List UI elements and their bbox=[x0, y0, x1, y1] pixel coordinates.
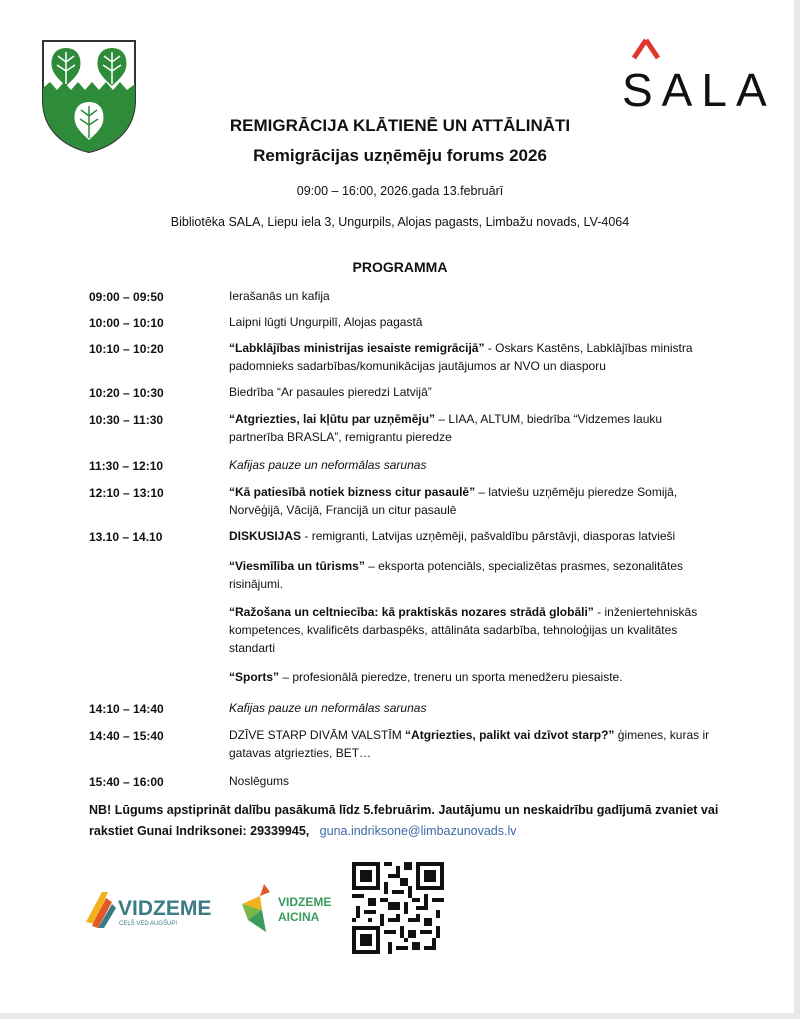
vidzeme-logo bbox=[84, 888, 219, 932]
sala-logo bbox=[622, 40, 776, 116]
svg-text:VIDZEME: VIDZEME bbox=[278, 895, 332, 909]
program-item: Laipni lūgti Ungurpilī, Alojas pagastā bbox=[229, 315, 423, 329]
nb-note bbox=[89, 800, 749, 842]
program-item: Biedrība “Ar pasaules pieredzi Latvijā” bbox=[229, 385, 432, 399]
svg-text:VIDZEME: VIDZEME bbox=[118, 897, 212, 920]
page-edge-right bbox=[794, 0, 800, 1019]
qr-code[interactable] bbox=[352, 862, 444, 954]
discussion-topic: “Sports” – profesionālā pieredze, treneru un sporta menedžeru piesaiste. bbox=[229, 670, 623, 684]
svg-text:AICINA: AICINA bbox=[278, 910, 320, 924]
program-item: DISKUSIJAS - remigranti, Latvijas uzņēmēji, pašvaldību pārstāvji, diasporas latvieši bbox=[229, 529, 676, 543]
program-time: 09:00 – 09:50 bbox=[89, 290, 164, 304]
page-title: REMIGRĀCIJA KLĀTIENĒ UN ATTĀLINĀTI bbox=[229, 116, 571, 135]
program-item: Ierašanās un kafija bbox=[229, 289, 330, 303]
program-time: 14:40 – 15:40 bbox=[89, 729, 164, 743]
sala-logo-text: SALA bbox=[622, 64, 776, 116]
program-time: 10:20 – 10:30 bbox=[89, 386, 164, 400]
program-item: Kafijas pauze un neformālas sarunas bbox=[229, 701, 427, 715]
program-item: Noslēgums bbox=[229, 774, 290, 788]
program-time: 12:10 – 13:10 bbox=[89, 486, 164, 500]
program-time: 15:40 – 16:00 bbox=[89, 775, 164, 789]
program-item: “Atgriezties, lai kļūtu par uzņēmēju” – LIAA, ALTUM, biedrība “Vidzemes lauku partnerība BRASLA”, remigrantu pieredze bbox=[229, 412, 663, 444]
program-heading: PROGRAMMA bbox=[352, 259, 448, 275]
program-time: 10:30 – 11:30 bbox=[89, 413, 164, 427]
program-item: Kafijas pauze un neformālas sarunas bbox=[229, 458, 427, 472]
program-time: 10:10 – 10:20 bbox=[89, 342, 164, 356]
discussion-topic: “Viesmīlība un tūrisms” – eksporta potenciāls, specializētas prasmes, sezonalitātes risinājumi. bbox=[229, 559, 683, 591]
page-subtitle: Remigrācijas uzņēmēju forums 2026 bbox=[253, 146, 547, 165]
program-time: 13.10 – 14.10 bbox=[89, 530, 163, 544]
page-edge-bottom bbox=[0, 1013, 800, 1019]
coat-of-arms-logo bbox=[40, 38, 138, 154]
program-item: “Kā patiesībā notiek bizness citur pasaulē” – latviešu uzņēmēju pieredze Somijā, Norvēģijā, Vācijā, Francijā un citur pasaulē bbox=[229, 485, 678, 517]
event-time: 09:00 – 16:00, 2026.gada 13.februārī bbox=[296, 184, 504, 198]
email-link[interactable]: guna.indriksone@limbazunovads.lv bbox=[319, 824, 517, 838]
program-time: 14:10 – 14:40 bbox=[89, 702, 164, 716]
program-item: DZĪVE STARP DIVĀM VALSTĪM “Atgriezties, palikt vai dzīvot starp?” ģimenes, kuras ir gatavas atgriezties, BET… bbox=[229, 728, 710, 760]
program-time: 11:30 – 12:10 bbox=[89, 459, 164, 473]
discussion-topic: “Ražošana un celtniecība: kā praktiskās nozares strādā globāli” - inženiertehniskās kompetences, kvalificēts darbaspēks, attālināta sadarbība, tehnoloģijas un kvalitātes standarti bbox=[229, 605, 698, 655]
vidzeme-aicina-logo bbox=[236, 880, 346, 940]
program-time: 10:00 – 10:10 bbox=[89, 316, 164, 330]
event-venue: Bibliotēka SALA, Liepu iela 3, Ungurpils, Alojas pagasts, Limbažu novads, LV-4064 bbox=[170, 215, 630, 229]
program-item: “Labklājības ministrijas iesaiste remigrācijā” - Oskars Kastēns, Labklājības ministra padomnieks sadarbības/komunikācijas jautājumos ar NVO un diasporu bbox=[229, 341, 693, 373]
nb-text: NB! Lūgums apstiprināt dalību pasākumā līdz 5.februārim. Jautājumu un neskaidrību gadījumā zvaniet vai rakstiet Gunai Indriksonei: 29339945, bbox=[89, 803, 719, 838]
svg-text:CEĻŠ VED AUGŠUP!: CEĻŠ VED AUGŠUP! bbox=[119, 921, 178, 927]
